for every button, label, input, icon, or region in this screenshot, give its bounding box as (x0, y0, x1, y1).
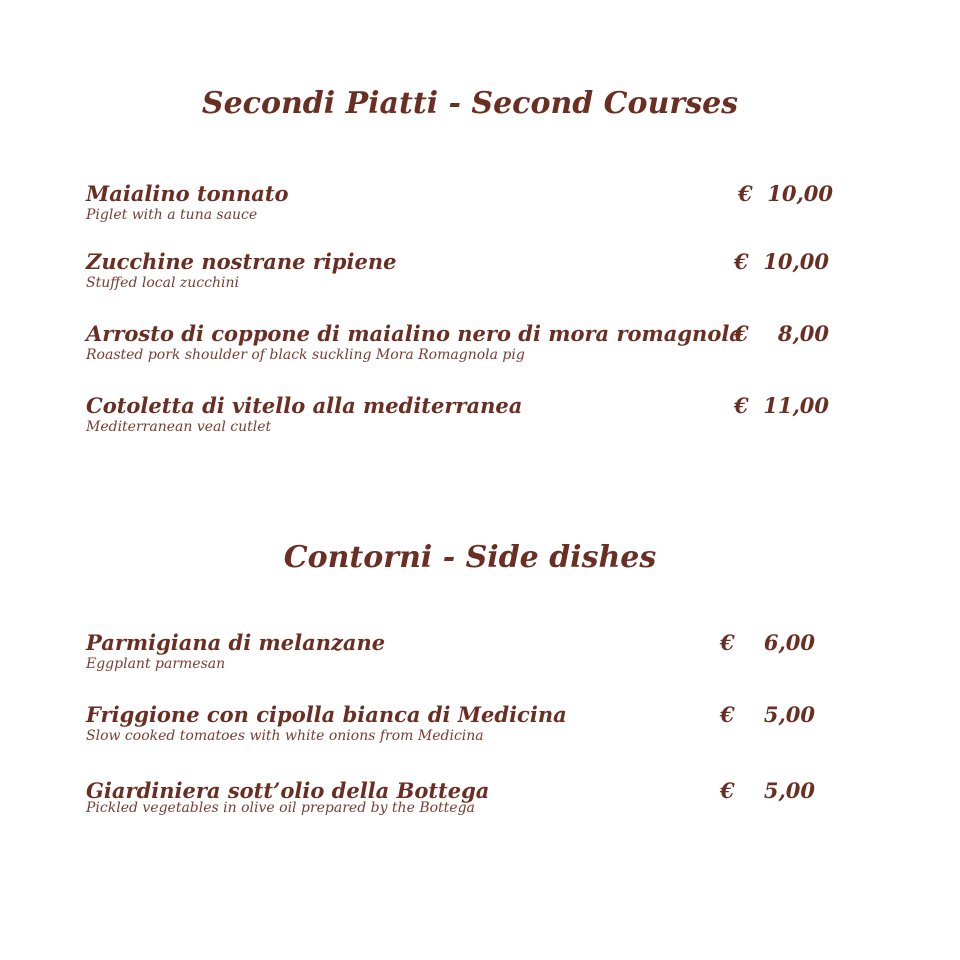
section-title-second-courses: Secondi Piatti - Second Courses (201, 86, 739, 121)
menu-item-name: Arrosto di coppone di maialino nero di mora romagnola (86, 321, 743, 346)
menu-item-description: Slow cooked tomatoes with white onions from Medicina (86, 728, 484, 744)
menu-item-description: Roasted pork shoulder of black suckling Mora Romagnola pig (86, 347, 525, 363)
menu-item-price: € 5,00 (720, 702, 816, 727)
menu-item-description: Pickled vegetables in olive oil prepared by the Bottega (86, 800, 475, 816)
menu-item-price: € 5,00 (720, 778, 816, 803)
menu-item-description: Eggplant parmesan (86, 656, 226, 672)
menu-item-name: Zucchine nostrane ripiene (86, 249, 397, 274)
section-title-side-dishes: Contorni - Side dishes (283, 540, 657, 575)
menu-item-description: Mediterranean veal cutlet (86, 419, 272, 435)
menu-item-price: € 6,00 (720, 630, 816, 655)
menu-item-name: Parmigiana di melanzane (86, 630, 386, 655)
menu-item (86, 182, 846, 224)
menu-item-name: Friggione con cipolla bianca di Medicina (86, 702, 567, 727)
menu-item-price: € 10,00 (738, 181, 833, 206)
menu-item-price: € 8,00 (734, 321, 830, 346)
menu-item-price: € 11,00 (734, 393, 829, 418)
menu-item-description: Piglet with a tuna sauce (86, 207, 258, 223)
menu-item (86, 394, 846, 436)
menu-item-description: Stuffed local zucchini (86, 275, 239, 291)
menu-item (86, 250, 846, 292)
menu-item-name: Giardiniera sott’olio della Bottega (86, 778, 490, 803)
menu-item (86, 322, 846, 364)
menu-item-price: € 10,00 (734, 249, 829, 274)
menu-item-name: Cotoletta di vitello alla mediterranea (86, 393, 523, 418)
menu-item-name: Maialino tonnato (86, 181, 289, 206)
